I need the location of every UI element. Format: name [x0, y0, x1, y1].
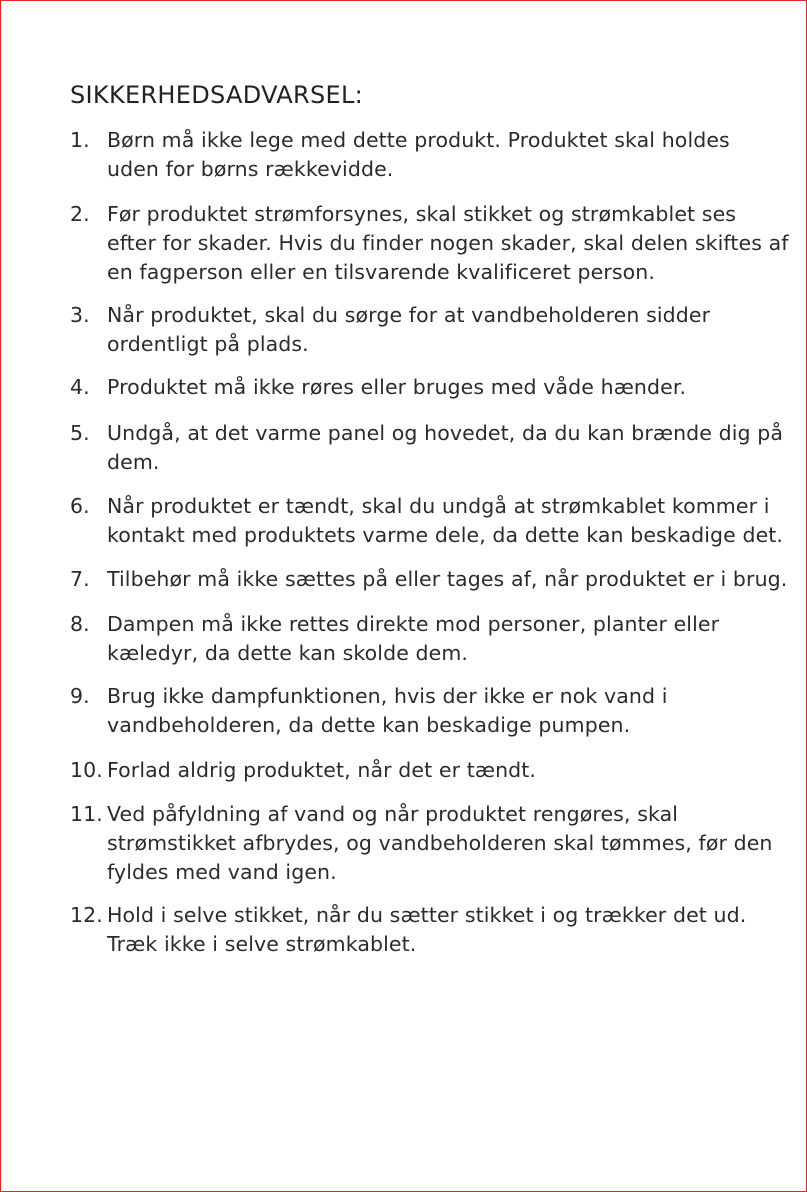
list-item-text [107, 200, 797, 287]
list-item-line: fyldes med vand igen. [107, 860, 337, 884]
list-item-line: Forlad aldrig produktet, når det er tændt. [107, 758, 537, 782]
list-item-text [107, 373, 797, 402]
list-item-line: Når produktet, skal du sørge for at vandbeholderen sidder [107, 303, 711, 327]
list-item-number: 7. [70, 567, 90, 591]
list-item-line: efter for skader. Hvis du finder nogen skader, skal delen skiftes af [107, 231, 789, 255]
list-item-line: Hold i selve stikket, når du sætter stikket i og trækker det ud. [107, 903, 747, 927]
list-item-line: Brug ikke dampfunktionen, hvis der ikke er nok vand i [107, 684, 668, 708]
list-item-line: Træk ikke i selve strømkablet. [107, 932, 417, 956]
list-item-number: 10. [70, 758, 103, 782]
list-item-number: 2. [70, 202, 90, 226]
list-item-line: strømstikket afbrydes, og vandbeholderen skal tømmes, før den [107, 831, 773, 855]
list-item-text [107, 901, 797, 959]
list-item-line: ordentligt på plads. [107, 332, 309, 356]
list-item-line: Dampen må ikke rettes direkte mod personer, planter eller [107, 612, 720, 636]
list-item-number: 9. [70, 684, 90, 708]
list-item-number: 11. [70, 802, 103, 826]
list-item-number: 1. [70, 128, 90, 152]
list-item-line: Når produktet er tændt, skal du undgå at strømkablet kommer i [107, 494, 770, 518]
list-item-text [107, 565, 797, 594]
list-item-text [107, 301, 797, 359]
list-item-line: kæledyr, da dette kan skolde dem. [107, 641, 469, 665]
list-item-line: vandbeholderen, da dette kan beskadige pumpen. [107, 713, 631, 737]
list-item-line: Børn må ikke lege med dette produkt. Produktet skal holdes [107, 128, 730, 152]
list-item-text [107, 419, 797, 477]
list-item-text [107, 492, 797, 550]
list-item-text [107, 610, 797, 668]
page-title: SIKKERHEDSADVARSEL: [70, 81, 364, 109]
list-item-text [107, 800, 797, 887]
list-item-text [107, 682, 797, 740]
list-item-text [107, 126, 797, 184]
list-item-number: 5. [70, 421, 90, 445]
list-item-line: Tilbehør må ikke sættes på eller tages af, når produktet er i brug. [107, 567, 788, 591]
list-item-line: Undgå, at det varme panel og hovedet, da du kan brænde dig på [107, 421, 784, 445]
list-item-line: uden for børns rækkevidde. [107, 157, 394, 181]
list-item-number: 3. [70, 303, 90, 327]
list-item-line: en fagperson eller en tilsvarende kvalificeret person. [107, 260, 655, 284]
list-item-text [107, 756, 797, 785]
list-item-line: Ved påfyldning af vand og når produktet rengøres, skal [107, 802, 679, 826]
list-item-number: 6. [70, 494, 90, 518]
list-item-line: dem. [107, 450, 160, 474]
list-item-line: Før produktet strømforsynes, skal stikket og strømkablet ses [107, 202, 737, 226]
list-item-number: 8. [70, 612, 90, 636]
list-item-number: 12. [70, 903, 103, 927]
list-item-number: 4. [70, 375, 90, 399]
list-item-line: Produktet må ikke røres eller bruges med våde hænder. [107, 375, 687, 399]
list-item-line: kontakt med produktets varme dele, da dette kan beskadige det. [107, 523, 784, 547]
